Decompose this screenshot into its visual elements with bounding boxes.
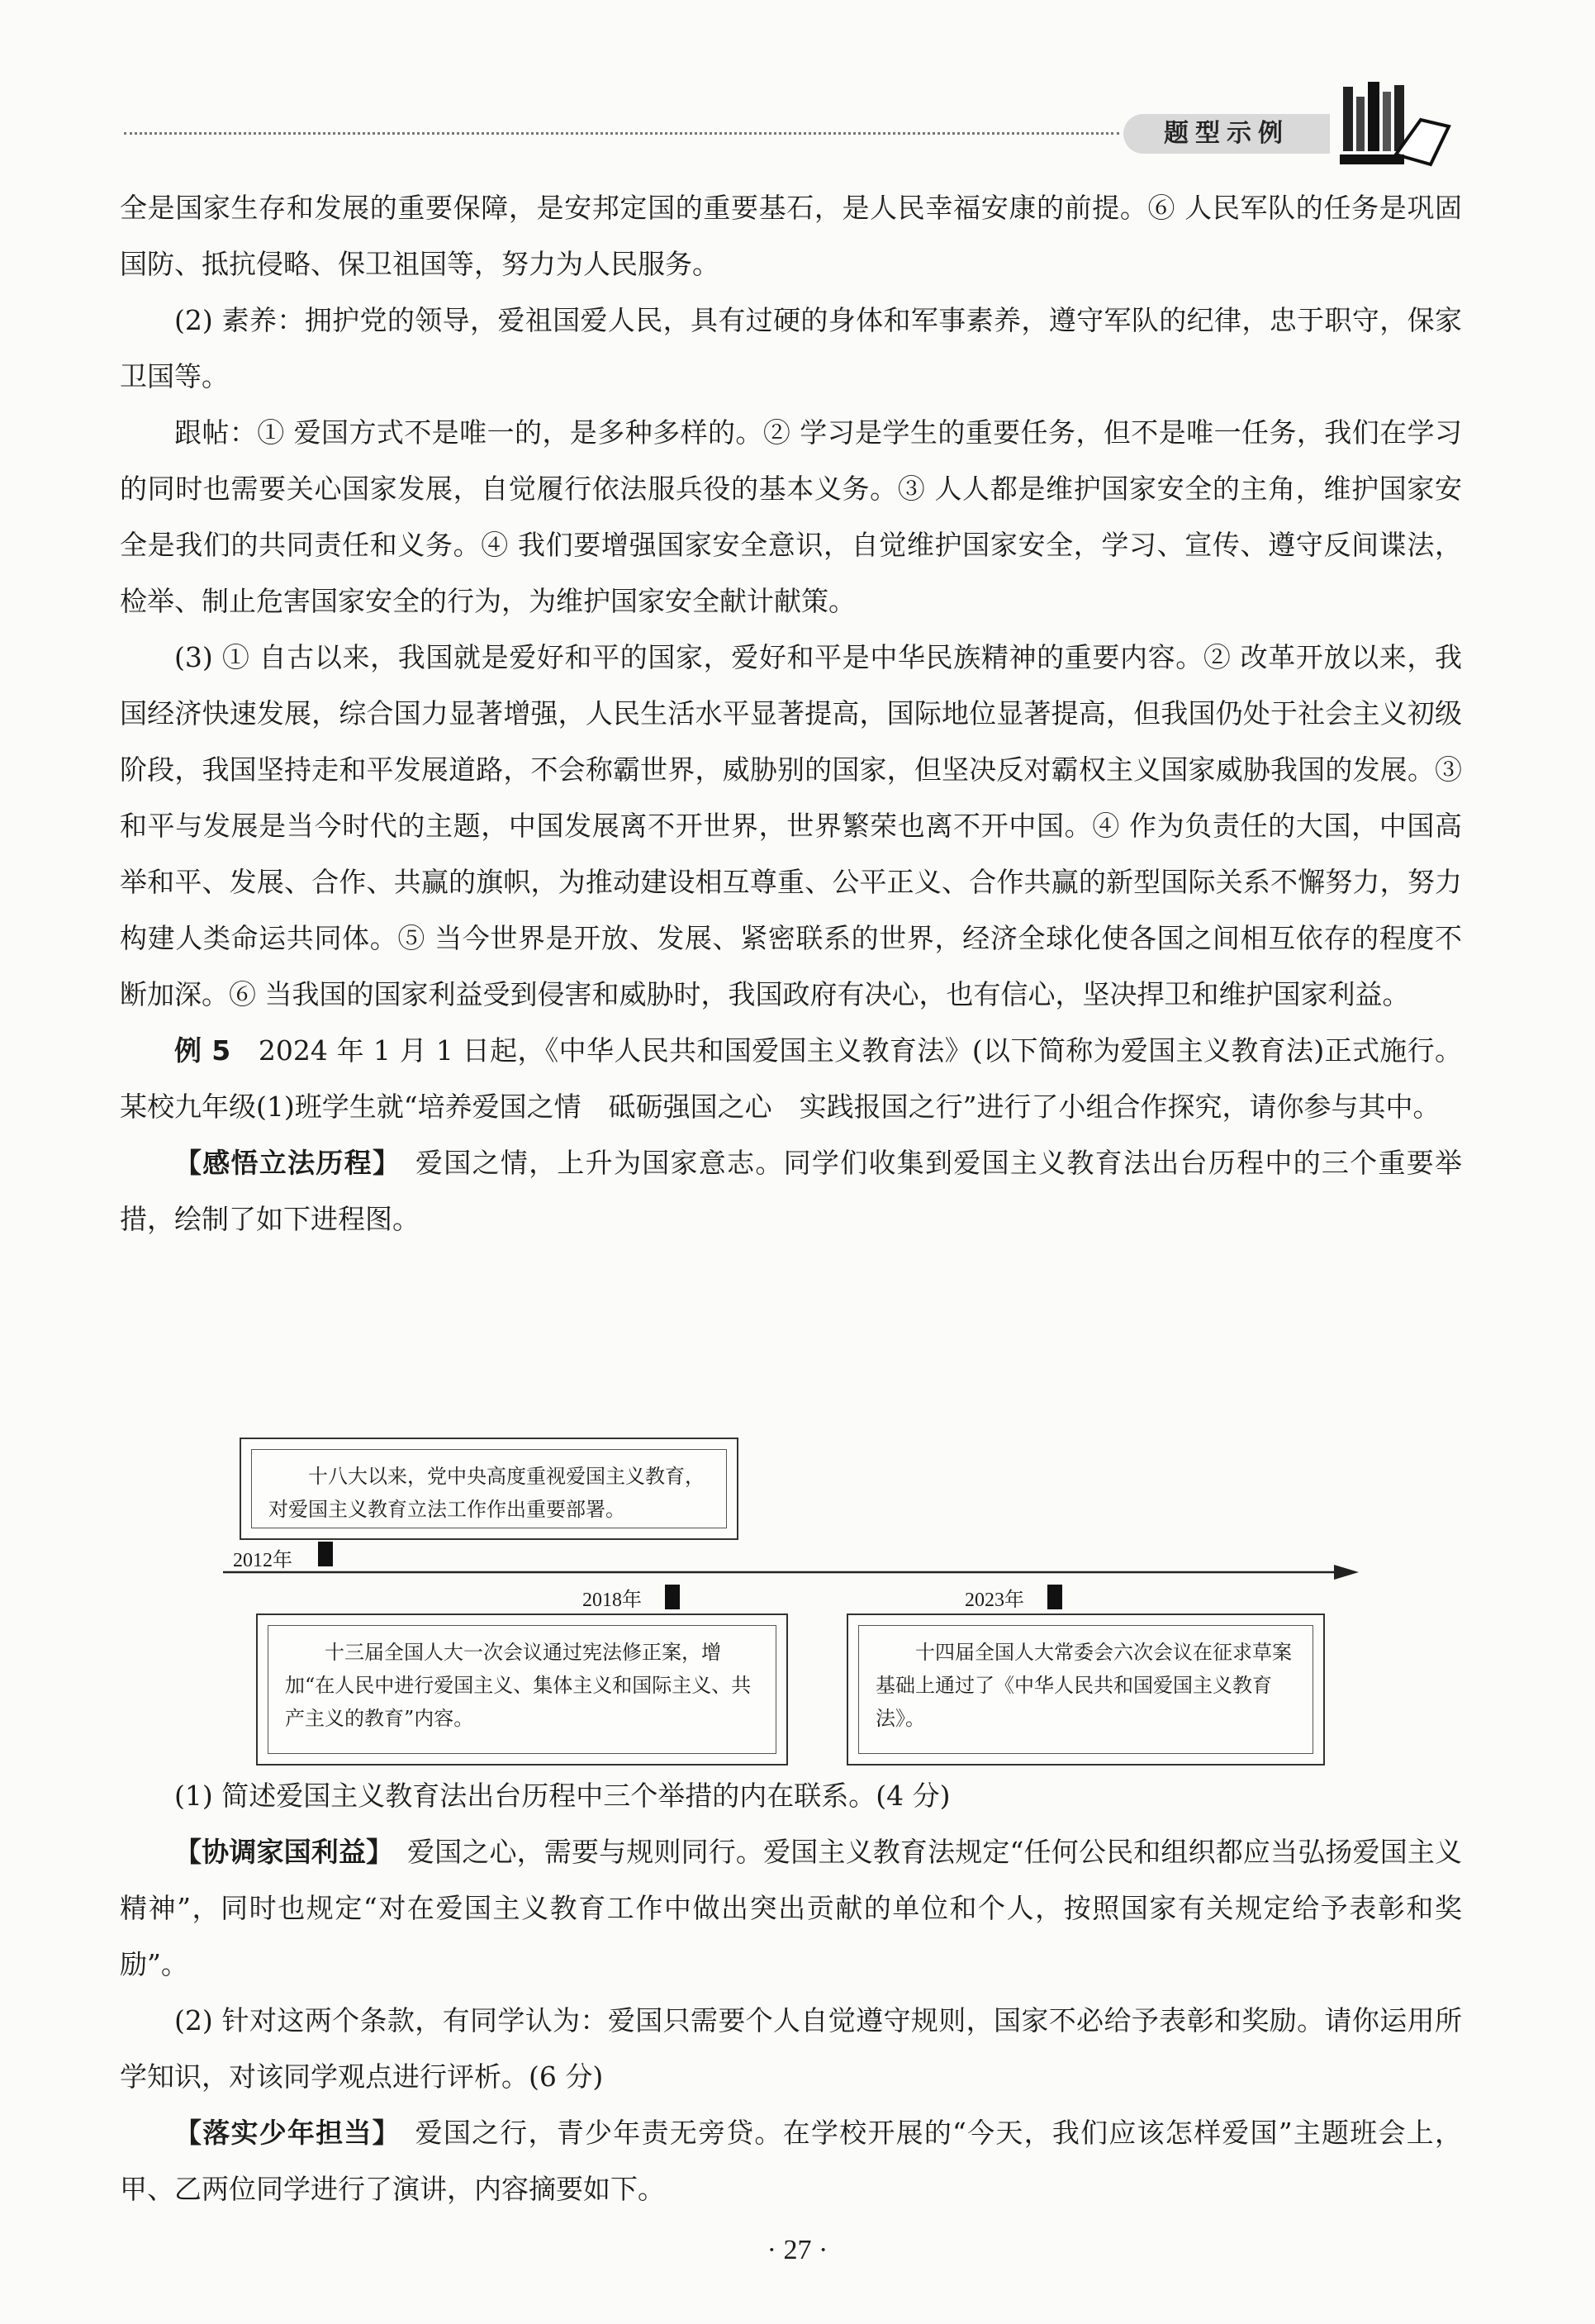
timeline-box-2018 [256,1613,788,1766]
timeline-arrow [223,1560,1363,1585]
marker-2012 [318,1542,333,1566]
section-label: 【协调家国利益】 [174,1836,380,1868]
section-label: 【落实少年担当】 [174,2117,387,2149]
timeline-box-2012 [240,1438,738,1540]
year-2023: 2023年 [965,1590,1024,1611]
example-paragraph [120,1023,1462,1135]
year-2018: 2018年 [582,1590,642,1611]
section-paragraph [120,2105,1462,2217]
question: (1) 简述爱国主义教育法出台历程中三个举措的内在联系。(4 分) [174,1780,951,1812]
header-rule [124,132,1119,135]
year-2012: 2012年 [233,1550,292,1571]
section-paragraph [120,1135,1462,1248]
paragraph: 跟帖：① 爱国方式不是唯一的，是多种多样的。② 学习是学生的重要任务，但不是唯一任务，我们在学习的同时也需要关心国家发展，自觉履行依法服兵役的基本义务。③ 人人都是维护国家安全的主角，维护国家安全是我们的共同责任和义务。④ 我们要增强国家安全意识，自觉维护国家安全，学习、宣传、遵守反间谍法，检举、制止危害国家安全的行为，为维护国家安全献计献策。 [120,416,1462,617]
question: (2) 针对这两个条款，有同学认为：爱国只需要个人自觉遵守规则，国家不必给予表彰和奖励。请你运用所学知识，对该同学观点进行评析。(6 分) [120,2004,1462,2093]
example-text: 2024 年 1 月 1 日起，《中华人民共和国爱国主义教育法》(以下简称为爱国主义教育法)正式施行。某校九年级(1)班学生就“培养爱国之情 砥砺强国之心 实践报国之行”进行了小组合作探究，请你参与其中。 [120,1034,1462,1123]
books-icon [1338,78,1454,169]
paragraph: (3) ① 自古以来，我国就是爱好和平的国家，爱好和平是中华民族精神的重要内容。② 改革开放以来，我国经济快速发展，综合国力显著增强，人民生活水平显著提高，国际地位显著提高，但我国仍处于社会主义初级阶段，我国坚持走和平发展道路，不会称霸世界，威胁别的国家，但坚决反对霸权主义国家威胁我国的发展。③ 和平与发展是当今时代的主题，中国发展离不开世界，世界繁荣也离不开中国。④ 作为负责任的大国，中国高举和平、发展、合作、共赢的旗帜，为推动建设相互尊重、公平正义、合作共赢的新型国际关系不懈努力，努力构建人类命运共同体。⑤ 当今世界是开放、发展、紧密联系的世界，经济全球化使各国之间相互依存的程度不断加深。⑥ 当我国的国家利益受到侵害和威胁时，我国政府有决心，也有信心，坚决捍卫和维护国家利益。 [120,641,1462,1010]
paragraph: 全是国家生存和发展的重要保障，是安邦定国的重要基石，是人民幸福安康的前提。⑥ 人民军队的任务是巩固国防、抵抗侵略、保卫祖国等，努力为人民服务。 [120,192,1462,280]
marker-2023 [1047,1585,1062,1609]
section-text: 爱国之行，青少年责无旁贷。在学校开展的“今天，我们应该怎样爱国”主题班会上，甲、乙两位同学进行了演讲，内容摘要如下。 [120,2117,1462,2205]
paragraph: (2) 素养：拥护党的领导，爱祖国爱人民，具有过硬的身体和军事素养，遵守军队的纪律，忠于职守，保家卫国等。 [120,304,1462,392]
questions [120,1768,1462,2217]
section-text: 爱国之情，上升为国家意志。同学们收集到爱国主义教育法出台历程中的三个重要举措，绘制了如下进程图。 [120,1147,1463,1235]
timeline-diagram [223,1436,1363,1766]
timeline-box-2023 [847,1613,1325,1766]
example-label: 例 5 [174,1034,231,1067]
answer-text [120,180,1462,1248]
timeline-box-text: 十四届全国人大常委会六次会议在征求草案基础上通过了《中华人民共和国爱国主义教育法》。 [858,1625,1313,1754]
marker-2018 [665,1585,680,1609]
section-tag: 题型示例 [1123,114,1330,154]
timeline-box-text: 十三届全国人大一次会议通过宪法修正案，增加“在人民中进行爱国主义、集体主义和国际主义、共产主义的教育”内容。 [268,1625,776,1754]
page-number: · 27 · [767,2235,828,2265]
section-label: 【感悟立法历程】 [174,1147,387,1179]
section-paragraph [120,1824,1462,1993]
section-text: 爱国之心，需要与规则同行。爱国主义教育法规定“任何公民和组织都应当弘扬爱国主义精神”，同时也规定“对在爱国主义教育工作中做出突出贡献的单位和个人，按照国家有关规定给予表彰和奖励”。 [120,1836,1463,1980]
timeline-box-text: 十八大以来，党中央高度重视爱国主义教育，对爱国主义教育立法工作作出重要部署。 [251,1449,727,1528]
